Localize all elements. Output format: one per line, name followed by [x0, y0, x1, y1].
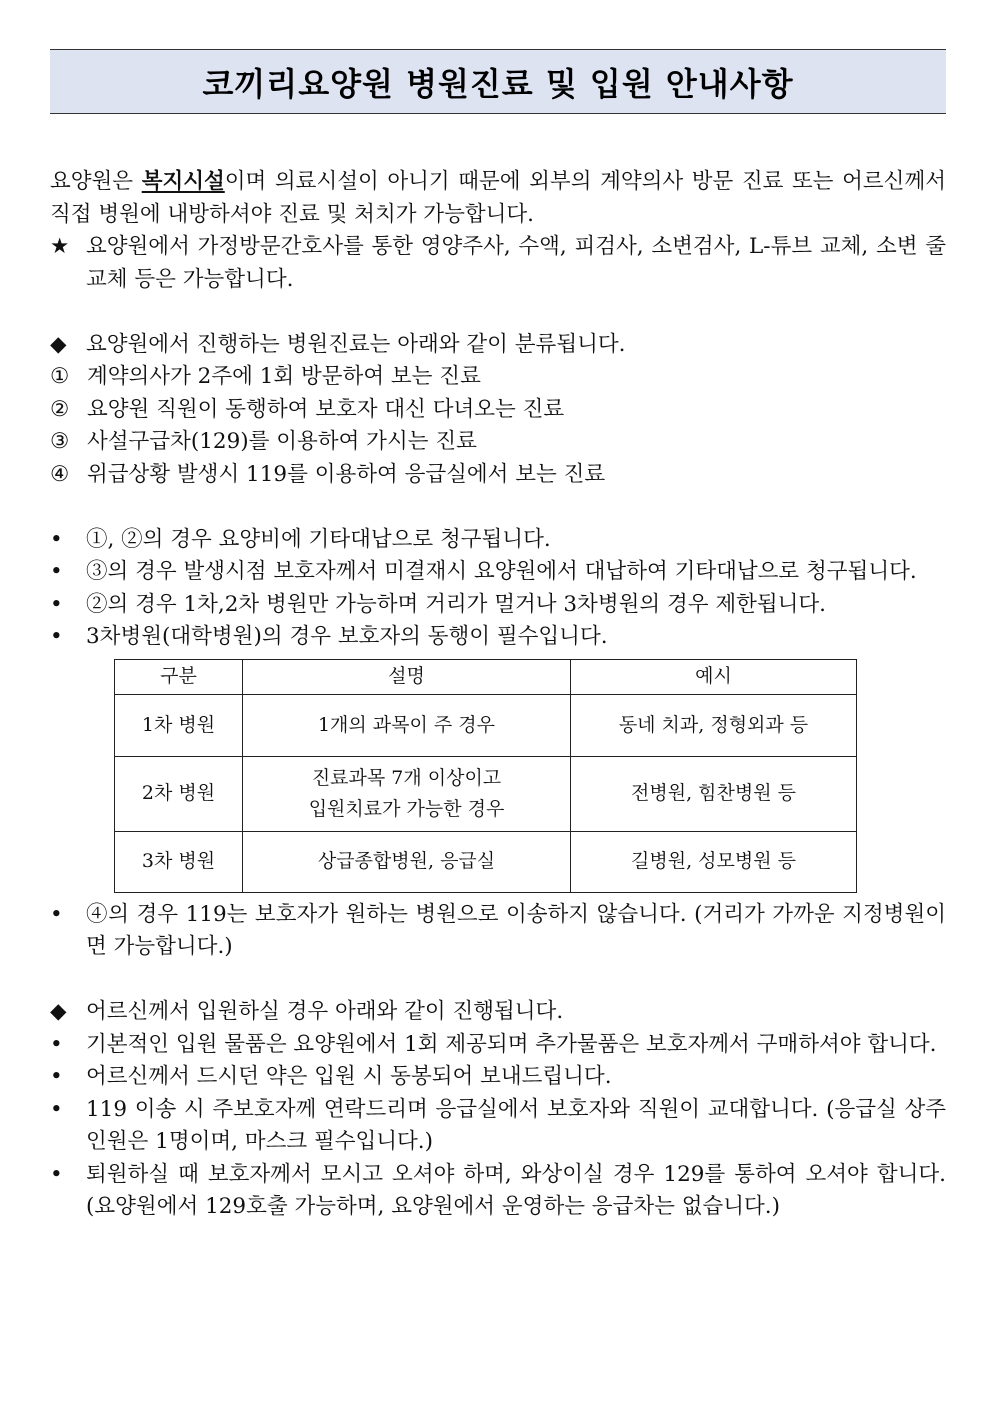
page-title: 코끼리요양원 병원진료 및 입원 안내사항	[202, 64, 794, 103]
bullet-text: ③의 경우 발생시점 보호자께서 미결재시 요양원에서 대납하여 기타대납으로 청구됩니다.	[86, 559, 917, 584]
diamond-icon: ◆	[50, 999, 67, 1024]
numbered-item	[50, 426, 946, 459]
bullet-icon: •	[50, 1064, 63, 1089]
cell-desc-line: 상급종합병원, 응급실	[317, 850, 496, 872]
item-text: 요양원 직원이 동행하여 보호자 대신 다녀오는 진료	[87, 396, 565, 422]
bullet-text: 기본적인 입원 물품은 요양원에서 1회 제공되며 추가물품은 보호자께서 구매하셔야 합니다.	[86, 1031, 937, 1057]
cell-type: 3차 병원	[115, 831, 243, 892]
cell-desc	[243, 756, 571, 831]
cell-example: 전병원, 힘찬병원 등	[571, 756, 857, 831]
cell-example: 길병원, 성모병원 등	[571, 831, 857, 892]
bullet-icon: •	[50, 1031, 63, 1057]
item-number: ③	[50, 429, 70, 454]
cell-type: 2차 병원	[115, 756, 243, 831]
item-text: 위급상황 발생시 119를 이용하여 응급실에서 보는 진료	[87, 461, 606, 487]
col-header-type: 구분	[115, 659, 243, 694]
bullet-item	[50, 1159, 946, 1224]
bullet-item	[50, 556, 946, 589]
star-icon: ★	[50, 234, 70, 259]
bullet-item	[50, 1094, 946, 1159]
numbered-item	[50, 394, 946, 427]
bullet-text: 퇴원하실 때 보호자께서 모시고 오셔야 하며, 와상이실 경우 129를 통하여 오셔야 합니다.(요양원에서 129호출 가능하며, 요양원에서 운영하는 응급차는 없습니다.)	[86, 1161, 946, 1219]
bullet-icon: •	[50, 526, 63, 552]
cell-example: 동네 치과, 정형외과 등	[571, 694, 857, 756]
bullet-text: 119 이송 시 주보호자께 연락드리며 응급실에서 보호자와 직원이 교대합니다. (응급실 상주인원은 1명이며, 마스크 필수입니다.)	[86, 1096, 946, 1154]
section2-heading-text: 어르신께서 입원하실 경우 아래와 같이 진행됩니다.	[86, 999, 564, 1024]
bullet-text: ②의 경우 1차,2차 병원만 가능하며 거리가 멀거나 3차병원의 경우 제한됩니다.	[86, 591, 827, 617]
document-body	[50, 166, 946, 1224]
bullet-item	[50, 621, 946, 654]
intro-emphasis: 복지시설	[141, 169, 225, 194]
bullet-text: ①, ②의 경우 요양비에 기타대납으로 청구됩니다.	[86, 526, 551, 552]
bullet-icon: •	[50, 1096, 63, 1122]
intro-paragraph	[50, 166, 946, 231]
table-row	[115, 756, 857, 831]
table-row	[115, 694, 857, 756]
bullet-icon: •	[50, 1161, 63, 1187]
item-text: 계약의사가 2주에 1회 방문하여 보는 진료	[87, 364, 481, 389]
bullet-text: ④의 경우 119는 보호자가 원하는 병원으로 이송하지 않습니다. (거리가 가까운 지정병원이면 가능합니다.)	[86, 901, 946, 959]
star-note-text: 요양원에서 가정방문간호사를 통한 영양주사, 수액, 피검사, 소변검사, L-튜브 교체, 소변 줄 교체 등은 가능합니다.	[86, 234, 946, 292]
bullet-item	[50, 524, 946, 557]
item-number: ②	[50, 396, 70, 422]
bullet-text: 3차병원(대학병원)의 경우 보호자의 동행이 필수입니다.	[86, 624, 608, 649]
diamond-icon: ◆	[50, 331, 67, 357]
section1-heading	[50, 329, 946, 362]
bullet-text: 어르신께서 드시던 약은 입원 시 동봉되어 보내드립니다.	[86, 1064, 612, 1089]
cell-desc	[243, 831, 571, 892]
section2-heading	[50, 996, 946, 1029]
bullet-icon: •	[50, 559, 63, 584]
table-header-row	[115, 659, 857, 694]
item-text: 사설구급차(129)를 이용하여 가시는 진료	[87, 429, 477, 454]
col-header-example: 예시	[571, 659, 857, 694]
numbered-item	[50, 459, 946, 492]
star-note	[50, 231, 946, 296]
bullet-item	[50, 589, 946, 622]
table-row	[115, 831, 857, 892]
bullet-item	[50, 899, 946, 964]
cell-desc-line: 진료과목 7개 이상이고	[311, 766, 502, 789]
title-banner	[50, 49, 946, 114]
intro-suffix: 이며 의료시설이 아니기 때문에 외부의 계약의사 방문 진료 또는 어르신께서 직접 병원에 내방하셔야 진료 및 처치가 가능합니다.	[50, 169, 946, 227]
bullet-icon: •	[50, 901, 63, 927]
item-number: ④	[50, 461, 70, 487]
section1-heading-text: 요양원에서 진행하는 병원진료는 아래와 같이 분류됩니다.	[86, 331, 626, 357]
cell-desc-line: 1개의 과목이 주 경우	[317, 713, 496, 736]
item-number: ①	[50, 364, 70, 389]
cell-desc	[243, 694, 571, 756]
numbered-item	[50, 361, 946, 394]
intro-prefix: 요양원은	[50, 169, 142, 194]
bullet-icon: •	[50, 591, 63, 617]
hospital-class-table	[114, 659, 857, 893]
col-header-desc: 설명	[243, 659, 571, 694]
cell-type: 1차 병원	[115, 694, 243, 756]
bullet-item	[50, 1061, 946, 1094]
cell-desc-line: 입원치료가 가능한 경우	[308, 797, 505, 820]
bullet-icon: •	[50, 624, 63, 649]
bullet-item	[50, 1029, 946, 1062]
